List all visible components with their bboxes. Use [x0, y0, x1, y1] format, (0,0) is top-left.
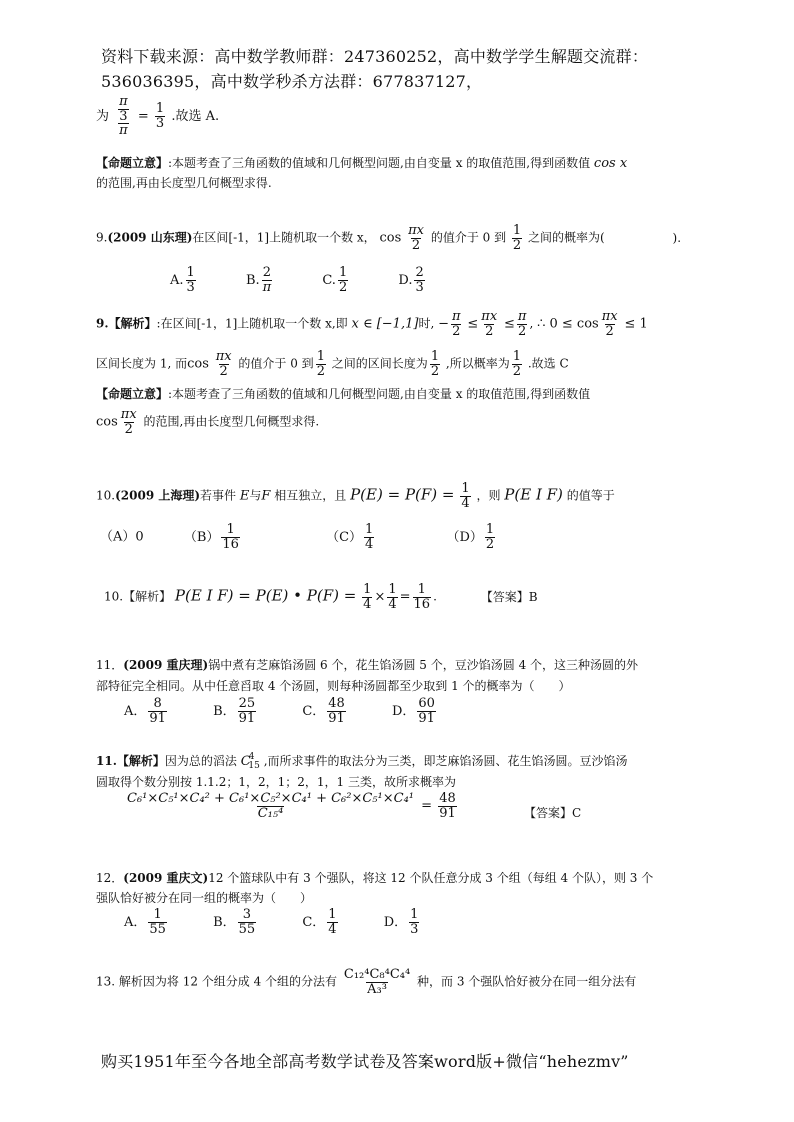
header-line-1: 资料下载来源：高中数学教师群：247360252，高中数学学生解题交流群：: [101, 47, 649, 66]
q12-option-c: C． $\frac{1}{4}$: [302, 907, 337, 937]
q11-options: [124, 697, 438, 725]
q12-option-d: D． $\frac{1}{3}$: [383, 907, 419, 937]
q10-answer: 【答案】B: [480, 589, 538, 604]
header-line-2: 536036395，高中数学秒杀方法群：677837127，: [101, 72, 483, 91]
q9-intent-line-1: 【命题立意】:本题考查了三角函数的值域和几何概型问题,由自变量 x 的取值范围,得到函数值: [96, 387, 591, 401]
q11-answer: 【答案】C: [524, 806, 582, 820]
q10-solution: 10.【解析】 P(E I F) = P(E) • P(F) = $\frac{1}{4}$ × $\frac{1}{4}$ = $\frac{1}{16}$ . 【答案】B: [104, 582, 538, 612]
q10-option-d: （D） $\frac{1}{2}$: [446, 522, 495, 552]
q12-stem-line-2: 强队恰好被分在同一组的概率为（ ）: [96, 891, 313, 905]
q11-option-a: A． $\frac{8}{91}$: [124, 696, 166, 726]
q9-solution-line-2: 区间长度为 1, 而cos $\frac{\pi x}{2}$ 的值介于 0 到 $\frac{1}{2}$ 之间的区间长度为 $\frac{1}{2}$ ,所以概率为 $\frac{1}{2}$ .故选 C: [96, 349, 569, 379]
q10-stem: 10.(2009 上海理)若事件 E与F 相互独立，且 P(E) = P(F) = $\frac{1}{4}$ ，则 P(E I F) 的值等于: [96, 481, 615, 511]
q10-option-a: （A）0: [100, 529, 144, 545]
q11-option-c: C． $\frac{48}{91}$: [302, 696, 345, 726]
top-conclusion: 为 $\frac{\frac{\pi}{3}}{\pi}$ = $\frac{1}{3}$ .故选 A.: [96, 94, 220, 139]
q10-option-c: （C） $\frac{1}{4}$: [326, 522, 374, 552]
q11-stem-line-2: 部特征完全相同。从中任意舀取 4 个汤圆，则每种汤圆都至少取到 1 个的概率为（ ）: [96, 679, 571, 693]
q12-option-a: A． $\frac{1}{55}$: [124, 907, 166, 937]
q9-stem: 9.(2009 山东理)在区间[-1，1]上随机取一个数 x， cos $\frac{\pi x}{2}$ 的值介于 0 到 $\frac{1}{2}$ 之间的概率为( ).: [96, 223, 682, 253]
q10-option-b: （B） $\frac{1}{16}$: [183, 522, 239, 552]
q11-stem-line-1: 11．(2009 重庆理)锅中煮有芝麻馅汤圆 6 个，花生馅汤圆 5 个，豆沙馅汤圆 4 个，这三种汤圆的外: [96, 658, 639, 672]
q10-options: [100, 523, 497, 551]
q9-intent-line-2: cos $\frac{\pi x}{2}$ 的范围,再由长度型几何概型求得.: [96, 407, 320, 437]
q11-solution-line-1: 11.【解析】因为总的滔法 $C^4_{15}$ ,而所求事件的取法分为三类，即芝麻馅汤圆、花生馅汤圆。豆沙馅汤: [96, 752, 628, 771]
q11-formula: $\frac{\text{C₆¹×C₅¹×C₄² + C₆¹×C₅²×C₄¹ + C₆²×C₅¹×C₄¹}}{\text{C₁₅⁴}}$ = $\frac{48}{91}$: [127, 791, 456, 821]
q9-options: [170, 266, 427, 294]
q12-options: [124, 908, 421, 936]
top-intent-line-2: 的范围,再由长度型几何概型求得.: [96, 176, 272, 190]
q11-option-b: B． $\frac{25}{91}$: [213, 696, 256, 726]
q9-option-d: D. $\frac{2}{3}$: [398, 265, 424, 295]
q9-option-b: B. $\frac{2}{\pi}$: [245, 265, 272, 295]
q11-solution-line-2: 圆取得个数分别按 1.1.2；1，2，1；2，1，1 三类，故所求概率为: [96, 775, 456, 789]
q9-solution-line-1: 9.【解析】:在区间[-1，1]上随机取一个数 x,即 x ∈ [−1,1]时, − $\frac{\pi}{2}$ ≤ $\frac{\pi x}{2}$ ≤ $\frac{\pi}{2}$ , ∴ 0 ≤ cos $\frac{\pi x}{2}$ ≤ 1: [96, 309, 648, 339]
q12-stem-line-1: 12．(2009 重庆文)12 个篮球队中有 3 个强队，将这 12 个队任意分成 3 个组（每组 4 个队），则 3 个: [96, 871, 654, 885]
q13-text: 13. 解析因为将 12 个组分成 4 个组的分法有 $\frac{\text{C₁₂⁴C₈⁴C₄⁴}}{\text{A₃³}}$ 种，而 3 个强队恰好被分在同一组分法有: [96, 967, 637, 997]
q9-option-c: C. $\frac{1}{2}$: [322, 265, 348, 295]
q11-option-d: D． $\frac{60}{91}$: [391, 696, 435, 726]
top-intent-line-1: 【命题立意】:本题考查了三角函数的值域和几何概型问题,由自变量 x 的取值范围,得到函数值 cos x: [96, 156, 628, 171]
q9-option-a: A. $\frac{1}{3}$: [170, 265, 195, 295]
q12-option-b: B． $\frac{3}{55}$: [213, 907, 256, 937]
footer-ad: 购买1951年至今各地全部高考数学试卷及答案word版+微信“hehezmv”: [101, 1052, 629, 1071]
